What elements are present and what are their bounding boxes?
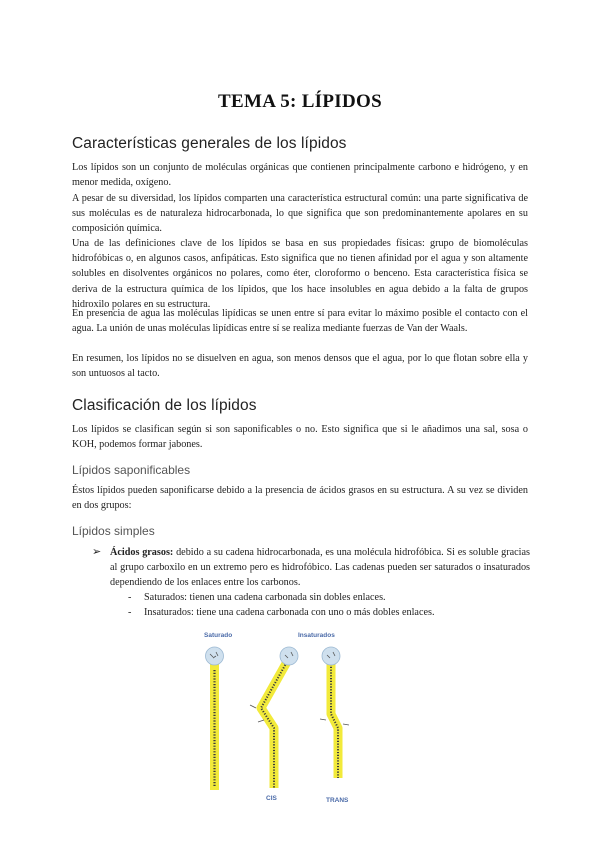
subheading-saponificables: Lípidos saponificables xyxy=(72,463,191,477)
cis-head xyxy=(280,647,298,665)
trans-chain xyxy=(331,664,338,778)
fatty-acid-figure xyxy=(190,628,400,804)
label-insaturados: Insaturados xyxy=(298,632,335,639)
page-title: TEMA 5: LÍPIDOS xyxy=(218,91,382,112)
dash-marker: - xyxy=(128,592,132,603)
paragraph-4: En presencia de agua las moléculas lipídicas se unen entre sí para evitar lo máximo posible el contacto con el agua. La unión de unas moléculas lipídicas entre sí se realiza mediante fuerzas de Van der Waals. xyxy=(72,308,528,335)
bullet-term: Ácidos grasos: xyxy=(110,547,174,558)
bullet-description: debido a su cadena hidrocarbonada, es una molécula hidrofóbica. Si es soluble gracias al grupo carboxilo en un extremo pero es hidrofóbico. Las cadenas pueden ser saturados o insaturados dependiendo de los enlaces entre los carbonos. xyxy=(110,547,530,589)
cis-chain xyxy=(261,660,288,788)
subheading-lipidos-simples: Lípidos simples xyxy=(72,524,155,538)
paragraph-clasificacion: Los lípidos se clasifican según si son saponificables o no. Esto significa que si le añadimos una sal, sosa o KOH, podemos formar jabones. xyxy=(72,424,528,451)
paragraph-2: A pesar de su diversidad, los lípidos comparten una característica estructural común: una parte significativa de sus moléculas es de naturaleza hidrocarbonada, lo que significa que son predominantemente apolares en su composición química. xyxy=(72,193,528,235)
paragraph-saponificables: Éstos lípidos pueden saponificarse debido a la presencia de ácidos grasos en su estructura. A su vez se dividen en dos grupos: xyxy=(72,485,528,512)
trans-head xyxy=(322,647,340,665)
bullet-text xyxy=(110,545,530,591)
paragraph-1: Los lípidos son un conjunto de moléculas orgánicas que contienen principalmente carbono e hidrógeno, y en menor medida, oxígeno. xyxy=(72,162,528,189)
dash-marker: - xyxy=(128,607,132,618)
trans-fatty-acid xyxy=(320,647,349,804)
label-saturado: Saturado xyxy=(204,632,233,639)
sub-item-text: Insaturados: tiene una cadena carbonada con uno o más dobles enlaces. xyxy=(144,607,435,618)
sub-item-text: Saturados: tienen una cadena carbonada sin dobles enlaces. xyxy=(144,592,386,603)
label-trans: TRANS xyxy=(326,797,349,804)
paragraph-3: Una de las definiciones clave de los lípidos se basa en sus propiedades físicas: grupo de biomoléculas hidrofóbicas o, en algunos casos, anfipáticas. Esto significa que no tienen afinidad por el agua y son altamente solubles en disolventes orgánicos no polares, como éter, cloroformo o benceno. Esta característica física se deriva de la estructura química de los lípidos, que los hace insolubles en agua debido a la falta de grupos hidroxilo polares en su estructura. xyxy=(72,238,528,310)
label-cis: CIS xyxy=(266,795,277,802)
saturated-fatty-acid xyxy=(206,647,224,790)
paragraph-5: En resumen, los lípidos no se disuelven en agua, son menos densos que el agua, por lo que flotan sobre ella y son untuosos al tacto. xyxy=(72,353,528,380)
section-heading-caracteristicas: Características generales de los lípidos xyxy=(72,135,347,152)
arrow-bullet-icon: ➢ xyxy=(92,546,102,558)
cis-fatty-acid xyxy=(250,647,298,802)
section-heading-clasificacion: Clasificación de los lípidos xyxy=(72,397,257,414)
saturated-head xyxy=(206,647,224,665)
